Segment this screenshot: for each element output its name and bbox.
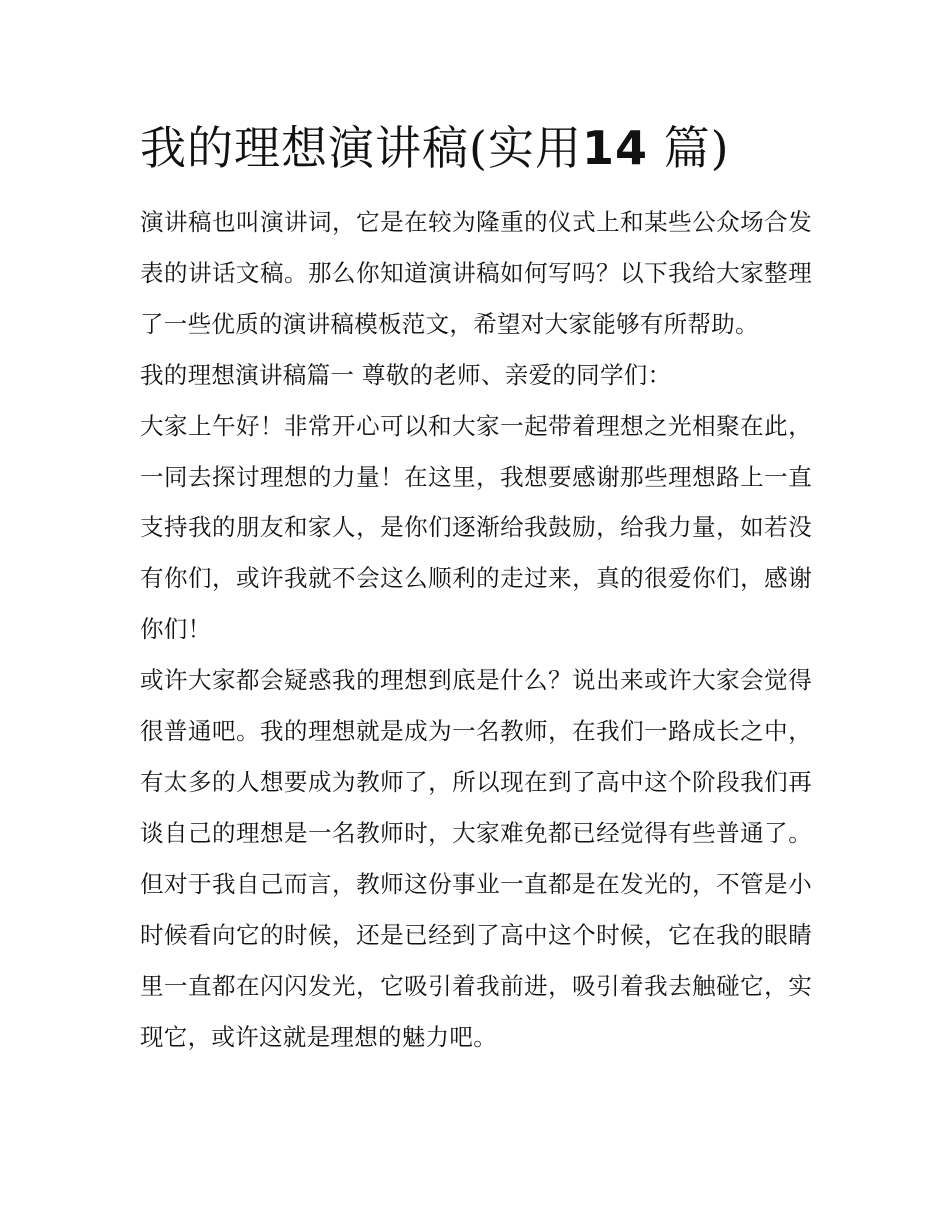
title-number: 14 [581,121,648,175]
title-main: 我的理想演讲稿(实用 [140,121,582,175]
document-title [140,118,840,178]
document-body [140,197,812,1062]
intro-paragraph: 演讲稿也叫演讲词，它是在较为隆重的仪式上和某些公众场合发表的讲话文稿。那么你知道演讲稿如何写吗？以下我给大家整理了一些优质的演讲稿模板范文，希望对大家能够有所帮助。 [140,208,812,338]
title-end: 篇) [663,121,730,175]
body-paragraph: 或许大家都会疑惑我的理想到底是什么？说出来或许大家会觉得很普通吧。我的理想就是成为一名教师，在我们一路成长之中，有太多的人想要成为教师了，所以现在到了高中这个阶段我们再谈自己的理想是一名教师时，大家难免都已经觉得有些普通了。但对于我自己而言，教师这份事业一直都是在发光的，不管是小时候看向它的时候，还是已经到了高中这个时候，它在我的眼睛里一直都在闪闪发光，它吸引着我前进，吸引着我去触碰它，实现它，或许这就是理想的魅力吧。 [140,666,812,1051]
section-heading-paragraph: 我的理想演讲稿篇一 尊敬的老师、亲爱的同学们： [140,360,672,389]
body-paragraph: 大家上午好！非常开心可以和大家一起带着理想之光相聚在此，一同去探讨理想的力量！在这里，我想要感谢那些理想路上一直支持我的朋友和家人，是你们逐渐给我鼓励，给我力量，如若没有你们，或许我就不会这么顺利的走过来，真的很爱你们，感谢你们！ [140,411,812,644]
